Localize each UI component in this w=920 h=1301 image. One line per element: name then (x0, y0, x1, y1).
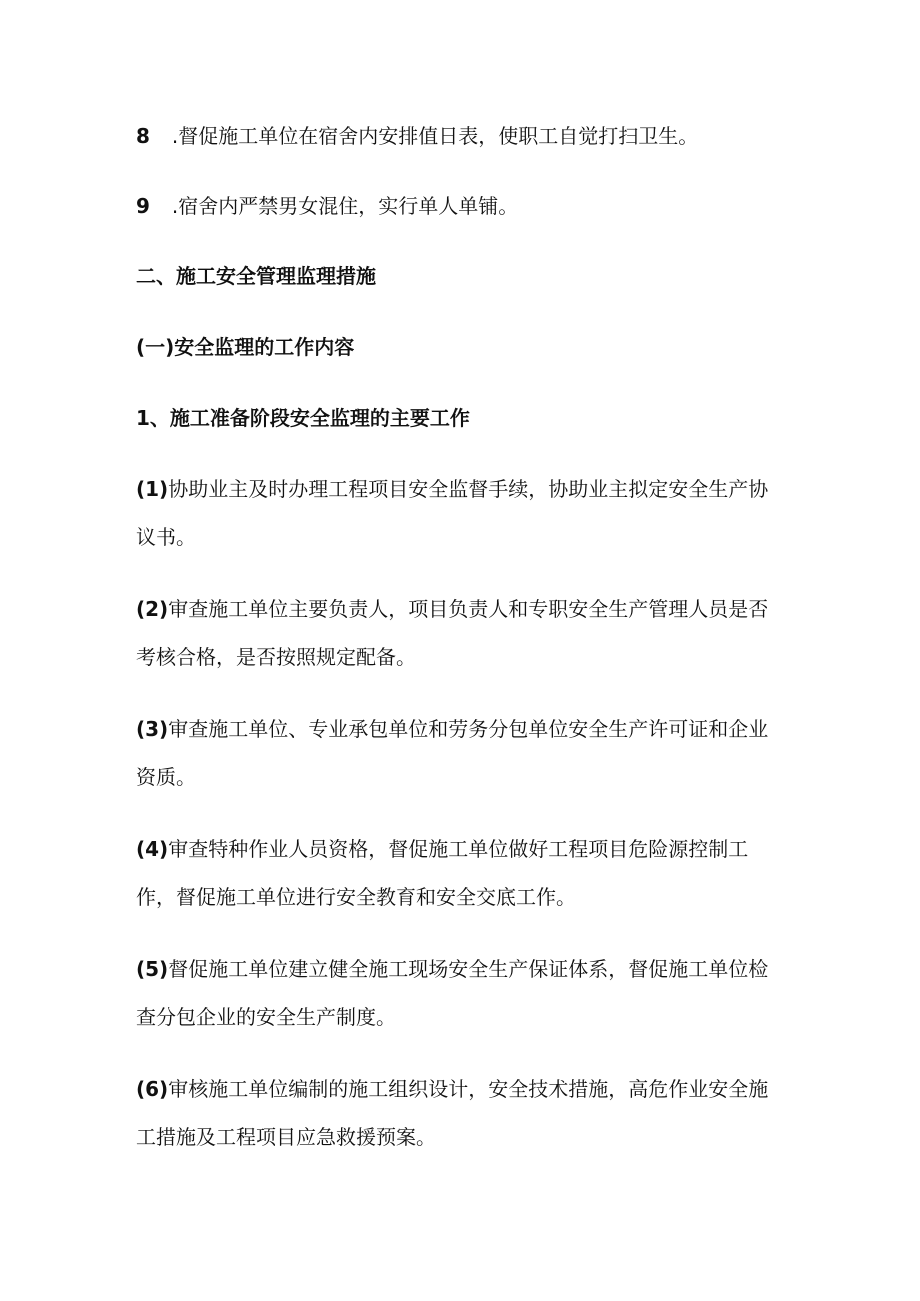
paragraph-5-line-2: 查分包企业的安全生产制度。 (136, 1005, 396, 1029)
paragraph-number: (5) (136, 957, 169, 981)
paragraph-number: (6) (136, 1077, 169, 1101)
paragraph-1-line-2: 议书。 (136, 525, 196, 549)
paragraph-text: 审核施工单位编制的施工组织设计，安全技术措施，高危作业安全施 (168, 1077, 769, 1101)
item-number: 9 (136, 194, 150, 218)
paragraph-text: 协助业主及时办理工程项目安全监督手续，协助业主拟定安全生产协 (168, 477, 769, 501)
paragraph-3-line-2: 资质。 (136, 765, 196, 789)
paragraph-text: 审查施工单位、专业承包单位和劳务分包单位安全生产许可证和企业 (168, 717, 769, 741)
paragraph-6-line-1 (136, 1074, 796, 1104)
paragraph-number: (3) (136, 717, 169, 741)
item-number: 8 (136, 124, 150, 148)
paragraph-4-line-2: 作，督促施工单位进行安全教育和安全交底工作。 (136, 885, 576, 909)
item-text: .宿舍内严禁男女混住，实行单人单铺。 (171, 194, 519, 218)
paragraph-1-line-1 (136, 474, 796, 504)
paragraph-number: (2) (136, 597, 169, 621)
paragraph-text: 审查施工单位主要负责人，项目负责人和专职安全生产管理人员是否 (168, 597, 769, 621)
subsection-heading: (一)安全监理的工作内容 (136, 335, 355, 359)
paragraph-text: 审查特种作业人员资格，督促施工单位做好工程项目危险源控制工 (168, 837, 749, 861)
paragraph-5-line-1 (136, 954, 796, 984)
paragraph-4-line-1 (136, 834, 796, 864)
section-heading: 二、施工安全管理监理措施 (136, 264, 376, 288)
item-text: .督促施工单位在宿舍内安排值日表，使职工自觉打扫卫生。 (171, 124, 699, 148)
paragraph-2-line-2: 考核合格，是否按照规定配备。 (136, 645, 416, 669)
paragraph-number: (4) (136, 837, 169, 861)
sub-subsection-heading: 1、施工准备阶段安全监理的主要工作 (136, 406, 470, 430)
paragraph-3-line-1 (136, 714, 796, 744)
item-8 (136, 121, 796, 151)
paragraph-text: 督促施工单位建立健全施工现场安全生产保证体系，督促施工单位检 (168, 957, 769, 981)
paragraph-6-line-2: 工措施及工程项目应急救援预案。 (136, 1125, 436, 1149)
paragraph-2-line-1 (136, 594, 796, 624)
item-9 (136, 191, 796, 221)
paragraph-number: (1) (136, 477, 169, 501)
